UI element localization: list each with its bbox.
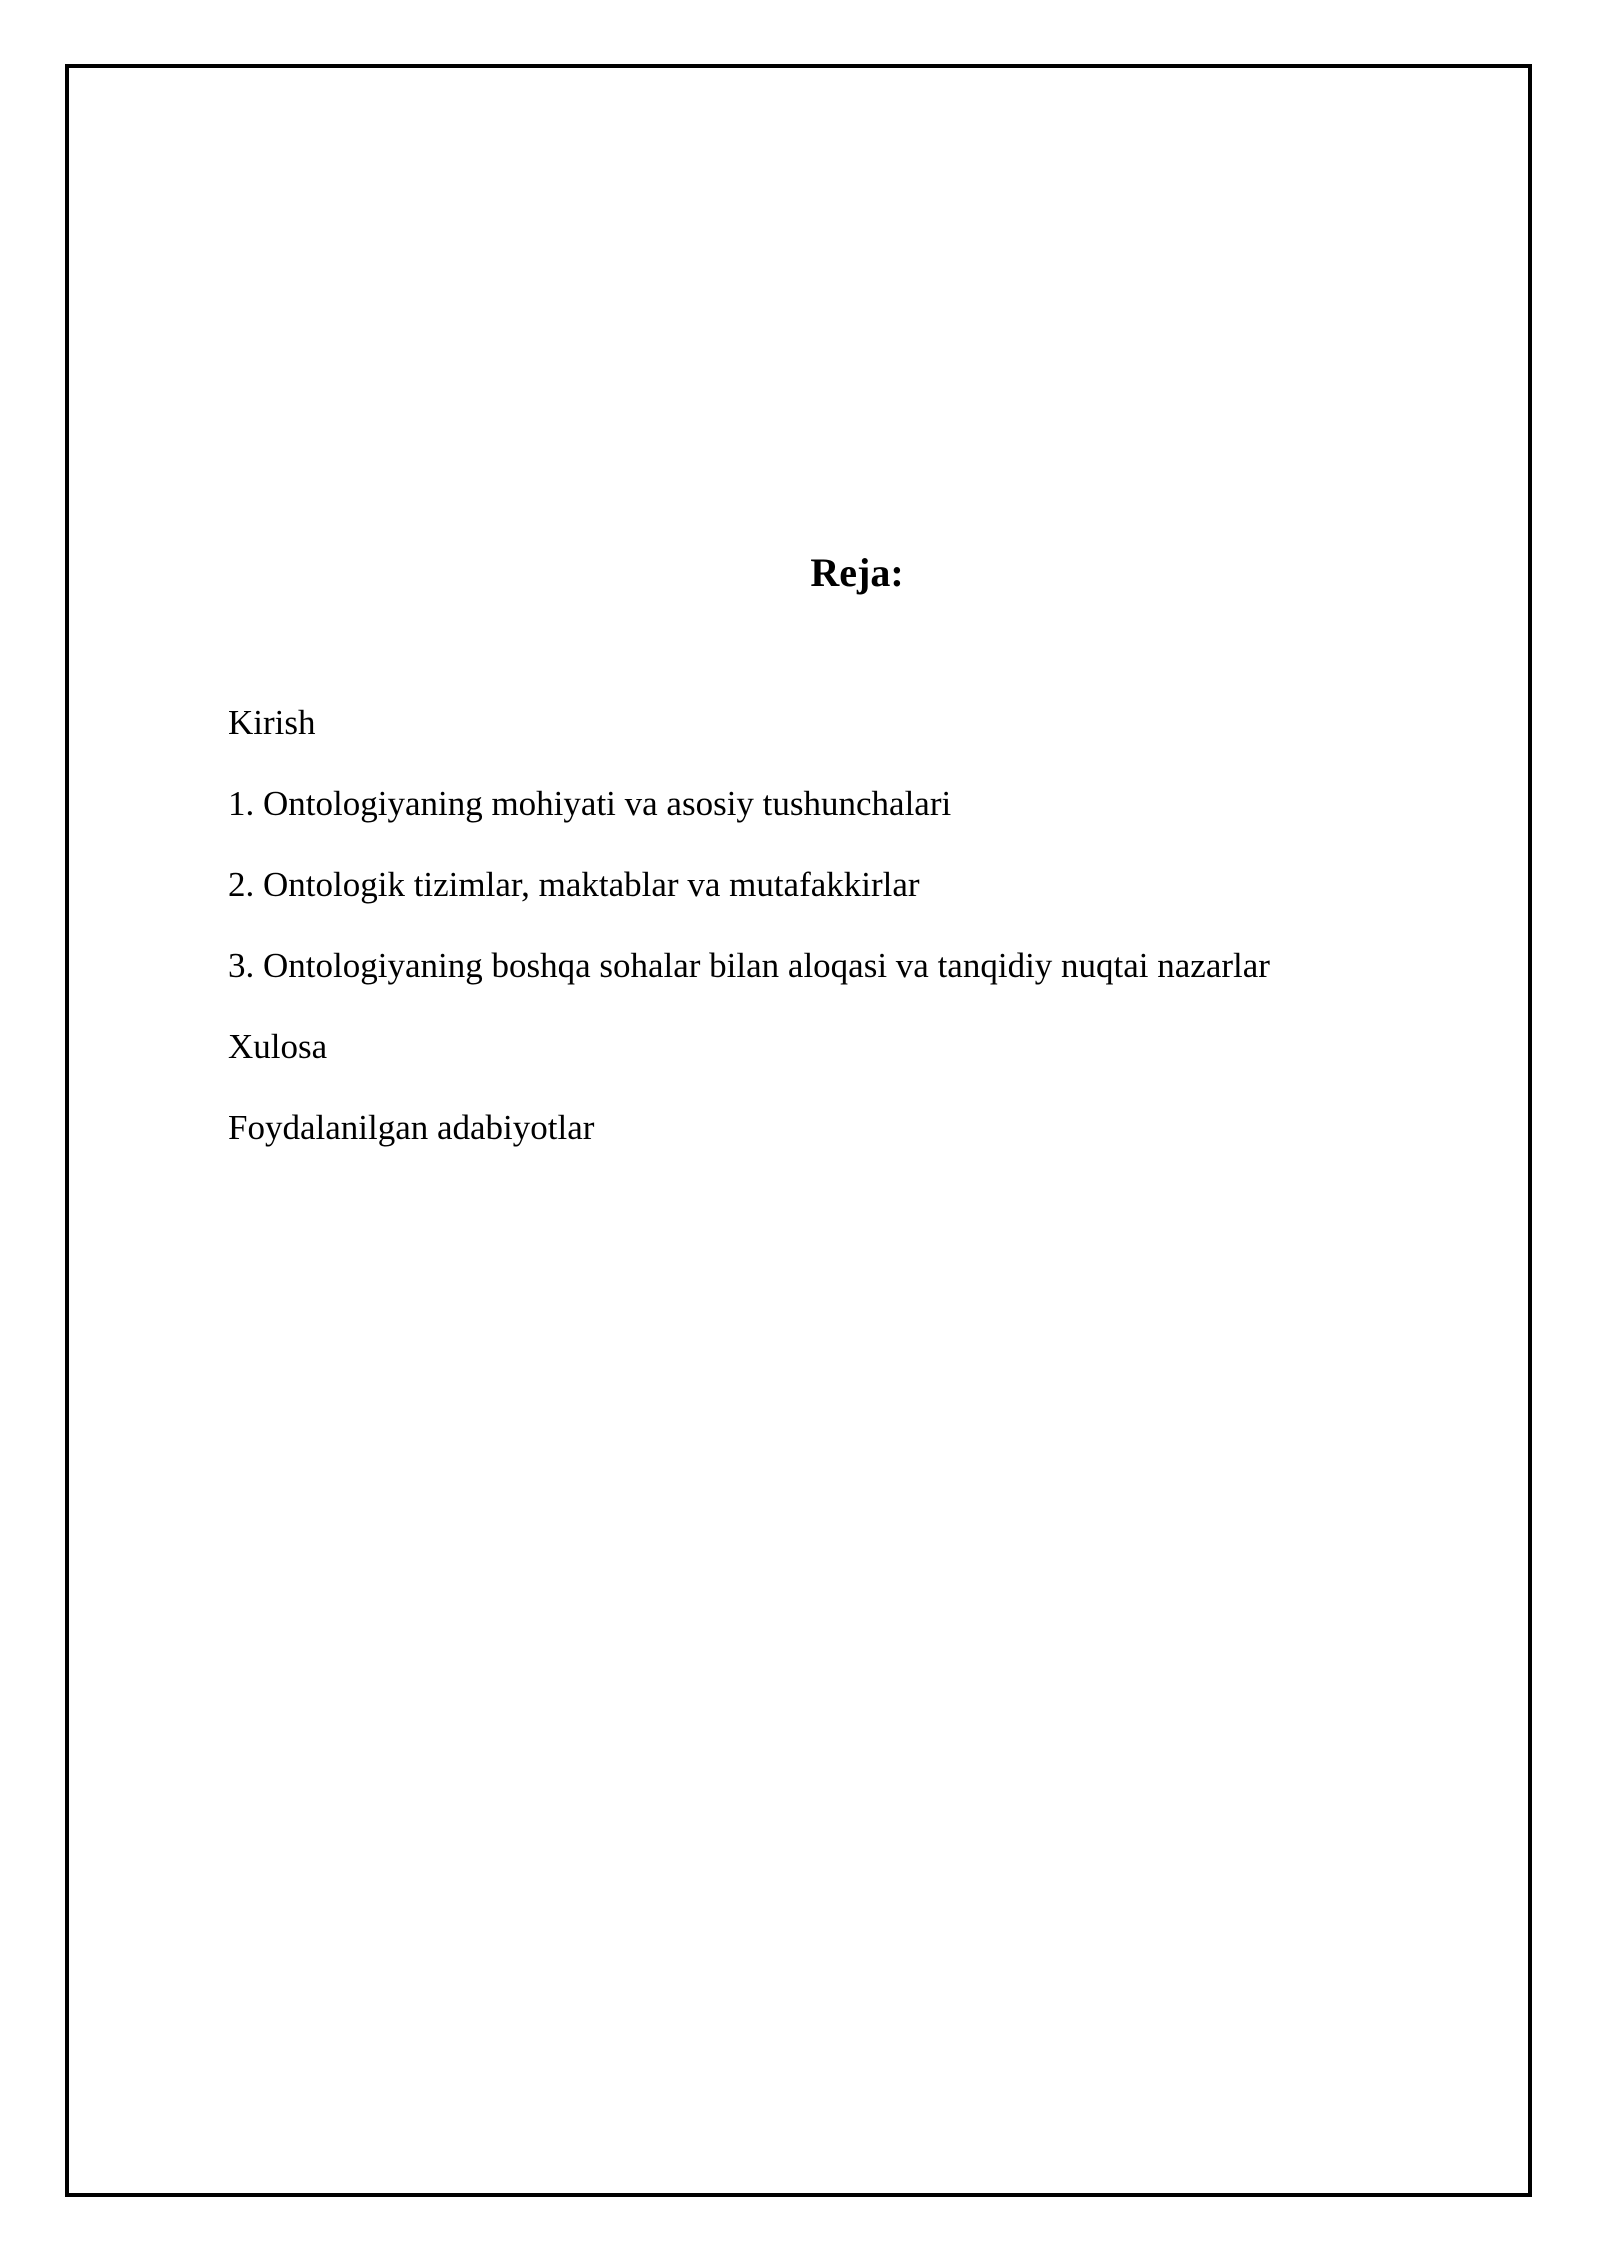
plan-item-3: 3. Ontologiyaning boshqa sohalar bilan aloqasi va tanqidiy nuqtai nazarlar — [228, 946, 1270, 985]
plan-item-introduction: Kirish — [228, 703, 316, 742]
plan-item-2: 2. Ontologik tizimlar, maktablar va mutafakkirlar — [228, 865, 920, 904]
page-title: Reja: — [810, 550, 904, 595]
plan-list — [228, 698, 1270, 1184]
plan-item-1: 1. Ontologiyaning mohiyati va asosiy tushunchalari — [228, 784, 952, 823]
plan-item-references: Foydalanilgan adabiyotlar — [228, 1108, 595, 1147]
plan-item-conclusion: Xulosa — [228, 1027, 328, 1066]
